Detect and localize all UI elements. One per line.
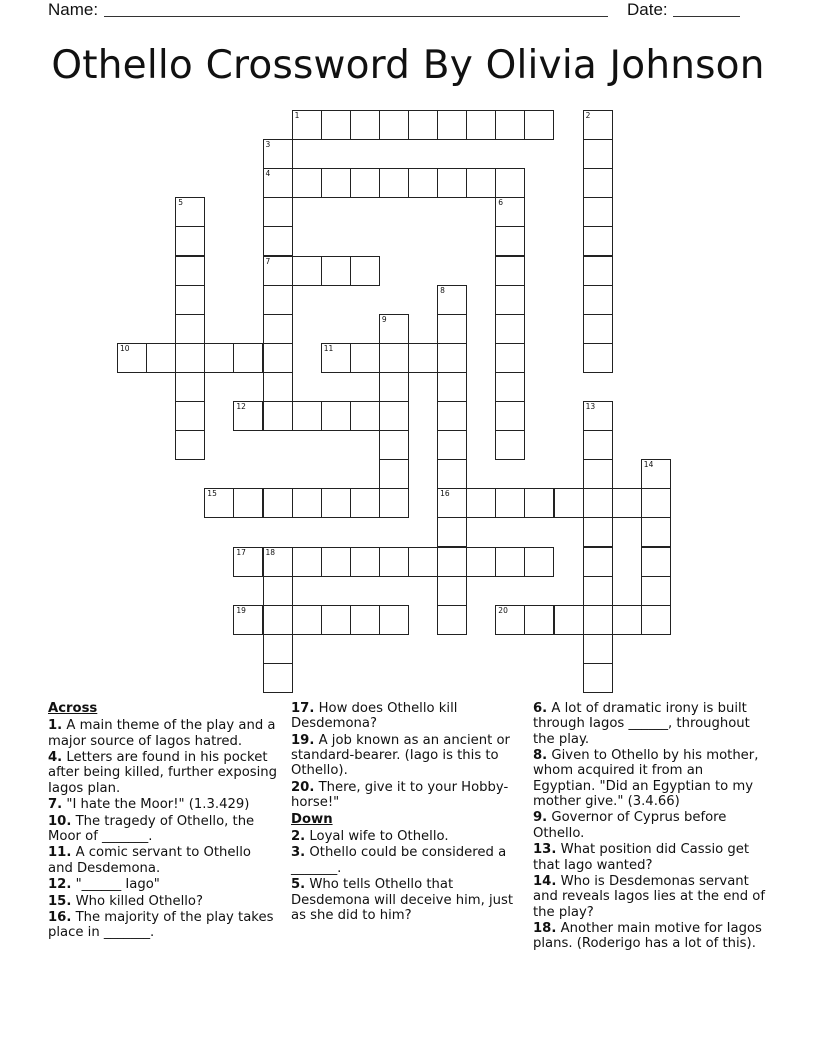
grid-cell[interactable] [583, 459, 613, 489]
grid-cell[interactable] [495, 226, 525, 256]
clue-number: 16 [440, 489, 450, 499]
grid-cell[interactable] [583, 430, 613, 460]
grid-cell[interactable] [321, 401, 351, 431]
grid-cell[interactable] [379, 488, 409, 518]
clue-num: 9. [533, 810, 548, 826]
grid-cell[interactable] [495, 372, 525, 402]
clue-text: "I hate the Moor!" (1.3.429) [66, 797, 250, 813]
grid-cell[interactable] [175, 314, 205, 344]
clue-num: 13. [533, 842, 557, 858]
clue-num: 16. [48, 910, 72, 926]
grid-cell[interactable] [408, 547, 438, 577]
clue-number: 20 [498, 605, 508, 615]
clue-number: 18 [265, 547, 276, 557]
clue-num: 15. [48, 893, 72, 909]
clue-number: 14 [643, 460, 654, 470]
grid-cell[interactable] [641, 517, 671, 547]
grid-cell[interactable] [292, 547, 322, 577]
clues-column-3 [533, 701, 768, 953]
clue-text: "______ Iago" [75, 877, 160, 893]
grid-cell[interactable] [554, 605, 584, 635]
grid-cell[interactable] [583, 139, 613, 169]
grid-cell[interactable] [495, 110, 525, 140]
grid-cell[interactable] [292, 168, 322, 198]
grid-cell[interactable] [583, 663, 613, 693]
clue-number: 10 [120, 343, 130, 353]
clue-number: 15 [207, 489, 217, 499]
clue-text: How does Othello kill Desdemona? [291, 701, 458, 732]
grid-cell[interactable] [175, 226, 205, 256]
grid-cell[interactable] [583, 256, 613, 286]
clue-text: A comic servant to Othello and Desdemona. [48, 845, 251, 876]
grid-cell[interactable] [321, 488, 351, 518]
grid-cell[interactable] [379, 343, 409, 373]
grid-cell[interactable] [321, 547, 351, 577]
grid-cell[interactable] [263, 488, 293, 518]
grid-cell[interactable] [321, 110, 351, 140]
grid-cell[interactable] [350, 168, 380, 198]
clue-text: Letters are found in his pocket after being killed, further exposing Iagos plan. [48, 750, 278, 796]
grid-cell[interactable] [583, 226, 613, 256]
clue [291, 780, 516, 811]
across-heading: Across [48, 701, 98, 716]
grid-cell[interactable] [350, 343, 380, 373]
clue [48, 910, 278, 941]
grid-cell[interactable] [583, 314, 613, 344]
grid-cell[interactable] [495, 285, 525, 315]
name-label: Name: [48, 0, 99, 19]
grid-cell[interactable] [466, 110, 496, 140]
clue-number: 11 [323, 343, 334, 353]
clue-number: 4 [265, 169, 271, 179]
grid-cell[interactable] [379, 314, 409, 344]
clue-num: 1. [48, 718, 63, 734]
grid-cell[interactable] [641, 488, 671, 518]
clue-number: 3 [265, 140, 271, 150]
grid-cell[interactable] [583, 168, 613, 198]
grid-cell[interactable] [641, 547, 671, 577]
clue-number: 19 [236, 605, 246, 615]
grid-cell[interactable] [263, 314, 293, 344]
clue-text: A job known as an ancient or standard-bearer. (Iago is this to Othello). [291, 732, 510, 779]
grid-cell[interactable] [233, 488, 263, 518]
grid-cell[interactable] [263, 343, 293, 373]
clue [533, 921, 768, 952]
clue-number: 5 [178, 198, 183, 208]
grid-cell[interactable] [495, 605, 525, 635]
grid-cell[interactable] [204, 488, 234, 518]
grid-cell[interactable] [263, 401, 293, 431]
clues-column-1 [48, 701, 278, 942]
grid-cell[interactable] [175, 430, 205, 460]
grid-cell[interactable] [233, 343, 263, 373]
clue-text: Who is Desdemonas servant and reveals Iagos lies at the end of the play? [533, 874, 765, 920]
clue [533, 842, 768, 873]
grid-cell[interactable] [263, 139, 293, 169]
grid-cell[interactable] [292, 605, 322, 635]
grid-cell[interactable] [379, 110, 409, 140]
clue-text: Given to Othello by his mother, whom acquired it from an Egyptian. "Did an Egyptian to my mother give." (3.4.66) [533, 748, 759, 809]
clue-text: A main theme of the play and a major source of Iagos hatred. [48, 718, 276, 749]
grid-cell[interactable] [379, 372, 409, 402]
grid-cell[interactable] [263, 372, 293, 402]
clue-number: 13 [585, 402, 596, 411]
grid-cell[interactable] [437, 372, 467, 402]
grid-cell[interactable] [583, 110, 613, 140]
grid-cell[interactable] [437, 605, 467, 635]
grid-cell[interactable] [350, 605, 380, 635]
grid-cell[interactable] [233, 401, 263, 431]
grid-cell[interactable] [466, 488, 496, 518]
clue-num: 10. [48, 813, 72, 829]
date-label: Date: [627, 0, 668, 19]
clue [48, 750, 278, 796]
clue-num: 2. [291, 828, 306, 844]
grid-cell[interactable] [204, 343, 234, 373]
grid-cell[interactable] [583, 605, 613, 635]
grid-cell[interactable] [379, 547, 409, 577]
grid-cell[interactable] [641, 459, 671, 489]
grid-cell[interactable] [495, 314, 525, 344]
grid-cell[interactable] [612, 488, 642, 518]
grid-cell[interactable] [379, 459, 409, 489]
grid-cell[interactable] [263, 547, 293, 577]
clue-num: 11. [48, 845, 72, 861]
clue-text: Governor of Cyprus before Othello. [533, 810, 727, 841]
clue-num: 20. [291, 779, 315, 795]
grid-cell[interactable] [408, 110, 438, 140]
grid-cell[interactable] [495, 430, 525, 460]
grid-cell[interactable] [437, 285, 467, 315]
clue-num: 5. [291, 877, 306, 893]
clue [291, 701, 516, 732]
grid-cell[interactable] [554, 488, 584, 518]
clue [48, 814, 278, 845]
clue-num: 7. [48, 797, 63, 813]
grid-cell[interactable] [350, 547, 380, 577]
grid-cell[interactable] [524, 605, 554, 635]
grid-cell[interactable] [263, 168, 293, 198]
clue-num: 14. [533, 874, 557, 890]
clue-text: What position did Cassio get that Iago wanted? [533, 842, 750, 873]
grid-cell[interactable] [583, 576, 613, 606]
clue-text: The majority of the play takes place in _______. [48, 910, 274, 941]
clue [533, 701, 768, 747]
grid-cell[interactable] [437, 488, 467, 518]
grid-cell[interactable] [292, 488, 322, 518]
clue-number: 9 [381, 314, 387, 324]
clue [291, 877, 516, 923]
grid-cell[interactable] [437, 459, 467, 489]
clue-number: 7 [265, 256, 271, 266]
grid-cell[interactable] [495, 401, 525, 431]
grid-cell[interactable] [495, 168, 525, 198]
grid-cell[interactable] [263, 226, 293, 256]
grid-cell[interactable] [437, 343, 467, 373]
grid-cell[interactable] [350, 110, 380, 140]
grid-cell[interactable] [263, 663, 293, 693]
clue [291, 845, 516, 876]
clue-number: 2 [585, 111, 591, 120]
clue [533, 748, 768, 809]
grid-cell[interactable] [292, 110, 322, 140]
clue-num: 6. [533, 701, 548, 716]
clue-text: Another main motive for Iagos plans. (Roderigo has a lot of this). [533, 921, 762, 952]
clue-text: The tragedy of Othello, the Moor of _______. [48, 813, 255, 844]
grid-cell[interactable] [350, 488, 380, 518]
clue-text: Who tells Othello that Desdemona will deceive him, just as she did to him? [291, 877, 514, 923]
grid-cell[interactable] [583, 197, 613, 227]
grid-cell[interactable] [495, 547, 525, 577]
clue-number: 8 [440, 285, 445, 295]
grid-cell[interactable] [175, 401, 205, 431]
grid-cell[interactable] [175, 256, 205, 286]
grid-cell[interactable] [641, 576, 671, 606]
clue [48, 797, 278, 812]
grid-cell[interactable] [495, 197, 525, 227]
clue-num: 19. [291, 732, 315, 748]
clue-num: 18. [533, 921, 557, 937]
grid-cell[interactable] [583, 343, 613, 373]
grid-cell[interactable] [524, 110, 554, 140]
grid-cell[interactable] [379, 401, 409, 431]
grid-cell[interactable] [495, 488, 525, 518]
grid-cell[interactable] [292, 401, 322, 431]
grid-cell[interactable] [437, 576, 467, 606]
grid-cell[interactable] [233, 605, 263, 635]
grid-cell[interactable] [175, 285, 205, 315]
grid-cell[interactable] [641, 605, 671, 635]
clue-num: 4. [48, 750, 63, 766]
grid-cell[interactable] [263, 634, 293, 664]
grid-cell[interactable] [379, 605, 409, 635]
grid-cell[interactable] [175, 197, 205, 227]
grid-cell[interactable] [612, 605, 642, 635]
clue [533, 810, 768, 841]
grid-cell[interactable] [408, 168, 438, 198]
grid-cell[interactable] [292, 256, 322, 286]
grid-cell[interactable] [583, 401, 613, 431]
grid-cell[interactable] [583, 547, 613, 577]
grid-cell[interactable] [524, 488, 554, 518]
clue [48, 877, 278, 892]
grid-cell[interactable] [495, 343, 525, 373]
grid-cell[interactable] [379, 168, 409, 198]
clue-number: 17 [236, 547, 246, 557]
grid-cell[interactable] [350, 401, 380, 431]
grid-cell[interactable] [263, 576, 293, 606]
clue [48, 718, 278, 749]
grid-cell[interactable] [263, 256, 293, 286]
grid-cell[interactable] [321, 605, 351, 635]
grid-cell[interactable] [437, 110, 467, 140]
grid-cell[interactable] [263, 197, 293, 227]
grid-cell[interactable] [583, 634, 613, 664]
grid-cell[interactable] [321, 256, 351, 286]
grid-cell[interactable] [263, 285, 293, 315]
clue-text: Who killed Othello? [75, 893, 203, 909]
clue-text: Othello could be considered a _______. [291, 845, 507, 876]
clue [48, 894, 278, 909]
grid-cell[interactable] [437, 547, 467, 577]
grid-cell[interactable] [175, 372, 205, 402]
page-title: Othello Crossword By Olivia Johnson [51, 43, 765, 88]
grid-cell[interactable] [466, 168, 496, 198]
clue [533, 874, 768, 920]
grid-cell[interactable] [437, 430, 467, 460]
grid-cell[interactable] [350, 256, 380, 286]
grid-cell[interactable] [437, 401, 467, 431]
grid-cell[interactable] [524, 547, 554, 577]
grid-cell[interactable] [175, 343, 205, 373]
grid-cell[interactable] [437, 314, 467, 344]
grid-cell[interactable] [466, 547, 496, 577]
down-heading: Down [291, 811, 333, 827]
grid-cell[interactable] [495, 256, 525, 286]
grid-cell[interactable] [437, 168, 467, 198]
clue-number: 6 [498, 198, 504, 208]
grid-cell[interactable] [437, 517, 467, 547]
clue-number: 12 [236, 402, 246, 411]
grid-cell[interactable] [263, 605, 293, 635]
clues-column-2 [291, 701, 516, 924]
clue-text: A lot of dramatic irony is built through Iagos ______, throughout the play. [533, 701, 750, 747]
clue-num: 3. [291, 845, 306, 861]
grid-cell[interactable] [321, 168, 351, 198]
grid-cell[interactable] [408, 343, 438, 373]
grid-cell[interactable] [379, 430, 409, 460]
grid-cell[interactable] [117, 343, 147, 373]
clue-number: 1 [294, 111, 300, 120]
clue-text: There, give it to your Hobby-horse!" [291, 779, 509, 811]
grid-cell[interactable] [146, 343, 176, 373]
clue-num: 8. [533, 748, 548, 764]
clue-text: Loyal wife to Othello. [309, 828, 449, 844]
clue-num: 17. [291, 701, 315, 716]
grid-cell[interactable] [583, 517, 613, 547]
clue [291, 829, 516, 844]
grid-cell[interactable] [583, 488, 613, 518]
grid-cell[interactable] [583, 285, 613, 315]
clue [291, 733, 516, 779]
grid-cell[interactable] [321, 343, 351, 373]
clue-num: 12. [48, 877, 72, 893]
clue [48, 845, 278, 876]
grid-cell[interactable] [233, 547, 263, 577]
